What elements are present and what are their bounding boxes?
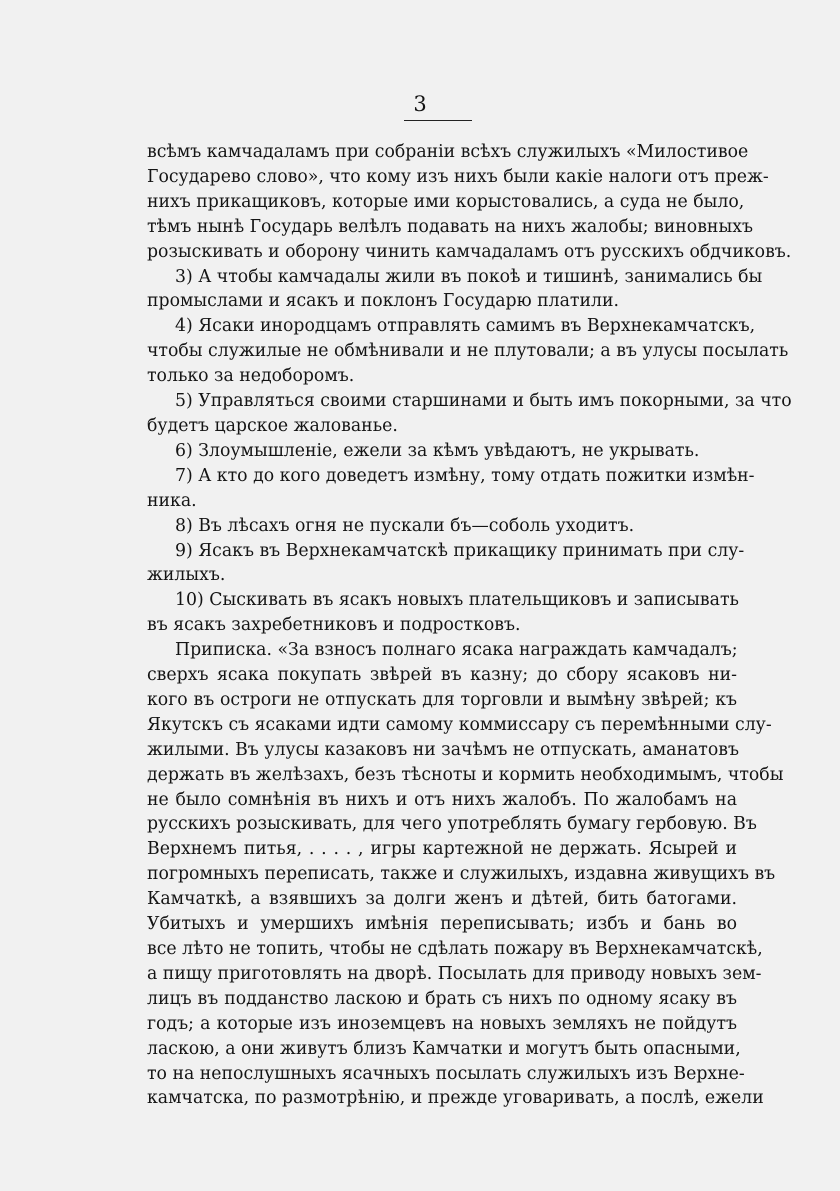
text-line: сверхъ ясака покупать звѣрей въ казну; до сбору ясаковъ ни- (147, 665, 737, 686)
text-line: только за недоборомъ. (147, 366, 355, 387)
text-line: а пищу приготовлять на дворѣ. Посылать для приводу новыхъ зем- (147, 963, 762, 984)
paragraph (147, 265, 763, 315)
text-line: въ ясакъ захребетниковъ и подростковъ. (147, 615, 521, 636)
text-line: всѣмъ камчадаламъ при собраніи всѣхъ служилыхъ «Милостивое (147, 142, 749, 162)
paragraph (147, 314, 789, 389)
text-line: то на непослушныхъ ясачныхъ посылать служилыхъ изъ Верхне- (147, 1063, 745, 1084)
header-rule (404, 120, 472, 121)
paragraph (147, 638, 784, 1111)
text-line: держать въ желѣзахъ, безъ тѣсноты и кормить необходимымъ, чтобы (147, 764, 784, 785)
text-line: чтобы служилые не обмѣнивали и не плутовали; а въ улусы посылать (147, 341, 789, 362)
page-number: 3 (413, 92, 427, 116)
text-line: промыслами и ясакъ и поклонъ Государю платили. (147, 291, 620, 312)
text-line: 7) А кто до кого доведетъ измѣну, тому отдать пожитки измѣн- (175, 465, 755, 486)
paragraph (147, 389, 792, 439)
text-line: жилыхъ. (147, 565, 226, 586)
text-line: русскихъ розыскивать, для чего употреблять бумагу гербовую. Въ (147, 814, 757, 835)
text-line: 5) Управляться своими старшинами и быть имъ покорными, за что (175, 391, 792, 412)
text-line: 6) Злоумышленіе, ежели за кѣмъ увѣдаютъ, не укрывать. (175, 440, 700, 461)
text-line: 3) А чтобы камчадалы жили въ покоѣ и тишинѣ, занимались бы (175, 266, 763, 287)
text-line: 10) Сыскивать въ ясакъ новыхъ плательщиковъ и записывать (175, 590, 739, 611)
text-line: тѣмъ нынѣ Государь велѣлъ подавать на нихъ жалобы; виновныхъ (147, 216, 753, 237)
text-line: Убитыхъ и умершихъ имѣнія переписывать; избъ и бань во (147, 914, 737, 935)
text-line: камчатска, по размотрѣнію, и прежде уговаривать, а послѣ, ежели (147, 1088, 764, 1109)
text-line: не было сомнѣнія въ нихъ и отъ нихъ жалобъ. По жалобамъ на (147, 789, 737, 810)
paragraph (147, 464, 755, 514)
text-line: Якутскъ съ ясаками идти самому коммиссару съ перемѣнными слу- (147, 714, 772, 735)
text-line: кого въ остроги не отпускать для торговли и вымѣну звѣрей; къ (147, 689, 737, 710)
paragraph (147, 539, 745, 589)
text-line: 8) Въ лѣсахъ огня не пускали бъ—соболь уходитъ. (175, 515, 635, 536)
text-line: розыскивать и оборону чинить камчадаламъ отъ русскихъ обдчиковъ. (147, 241, 792, 262)
text-line: ласкою, а они живутъ близъ Камчатки и могутъ быть опасными, (147, 1038, 741, 1059)
text-line: годъ; а которые изъ иноземцевъ на новыхъ земляхъ не пойдутъ (147, 1013, 737, 1034)
paragraph (147, 439, 737, 464)
text-line: Приписка. «За взносъ полнаго ясака награждать камчадалъ; (175, 640, 738, 661)
text-line: погромныхъ переписать, также и служилыхъ, издавна живущихъ въ (147, 864, 776, 885)
text-line: будетъ царское жалованье. (147, 415, 398, 436)
text-line: все лѣто не топить, чтобы не сдѣлать пожару въ Верхнекамчатскѣ, (147, 939, 763, 959)
text-line: 9) Ясакъ въ Верхнекамчатскѣ прикащику принимать при слу- (175, 540, 745, 561)
paragraph (147, 588, 737, 638)
text-line: лицъ въ подданство ласкою и брать съ нихъ по одному ясаку въ (147, 988, 737, 1009)
text-line: нихъ прикащиковъ, которые ими корыстовались, а суда не было, (147, 191, 745, 212)
paragraph (147, 140, 792, 265)
paragraph (147, 514, 737, 539)
text-line: Государево слово», что кому изъ нихъ были какіе налоги отъ преж- (147, 166, 769, 187)
text-line: жилыми. Въ улусы казаковъ ни зачѣмъ не отпускать, аманатовъ (147, 739, 739, 760)
text-line: 4) Ясаки инородцамъ отправлять самимъ въ Верхнекамчатскъ, (175, 316, 756, 337)
text-line: Верхнемъ питья, . . . . , игры картежной не держать. Ясырей и (147, 839, 737, 860)
body-text (147, 140, 792, 1111)
text-line: ника. (147, 490, 197, 511)
text-line: Камчаткѣ, а взявшихъ за долги женъ и дѣтей, бить батогами. (147, 889, 737, 910)
